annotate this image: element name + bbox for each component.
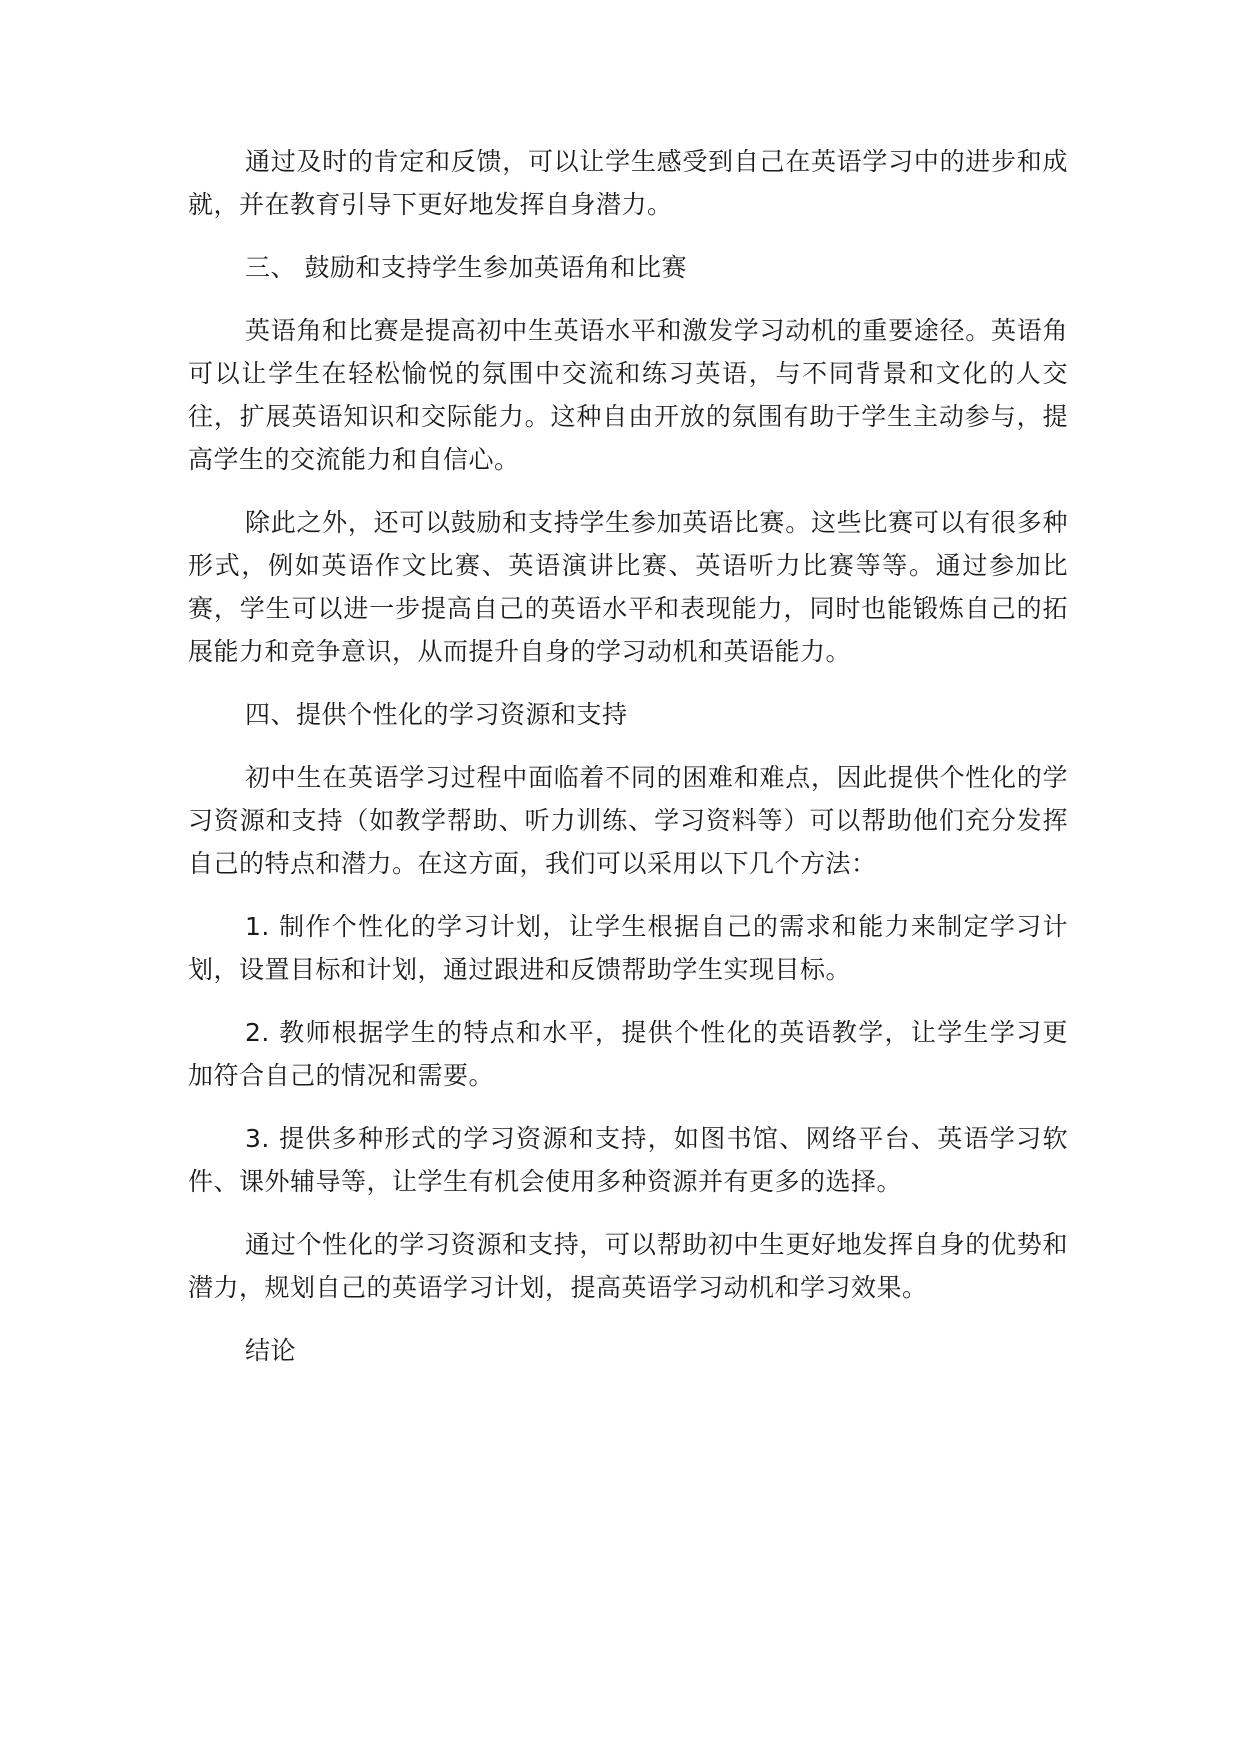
paragraph-summary: 通过个性化的学习资源和支持，可以帮助初中生更好地发挥自身的优势和潜力，规划自己的英语学习计划，提高英语学习动机和学习效果。 bbox=[188, 1230, 1068, 1302]
paragraph-personalized-resources: 初中生在英语学习过程中面临着不同的困难和难点，因此提供个性化的学习资源和支持（如教学帮助、听力训练、学习资料等）可以帮助他们充分发挥自己的特点和潜力。在这方面，我们可以采用以下几个方法： bbox=[188, 763, 1068, 878]
list-item-3: 3. 提供多种形式的学习资源和支持，如图书馆、网络平台、英语学习软件、课外辅导等，让学生有机会使用多种资源并有更多的选择。 bbox=[188, 1124, 1068, 1196]
document-page bbox=[188, 140, 1068, 1392]
list-item-2: 2. 教师根据学生的特点和水平，提供个性化的英语教学，让学生学习更加符合自己的情况和需要。 bbox=[188, 1018, 1068, 1090]
section-heading-4: 四、提供个性化的学习资源和支持 bbox=[245, 700, 628, 729]
section-heading-conclusion: 结论 bbox=[245, 1336, 297, 1365]
list-item-1: 1. 制作个性化的学习计划，让学生根据自己的需求和能力来制定学习计划，设置目标和计划，通过跟进和反馈帮助学生实现目标。 bbox=[188, 912, 1068, 984]
paragraph-english-corner: 英语角和比赛是提高初中生英语水平和激发学习动机的重要途径。英语角可以让学生在轻松愉悦的氛围中交流和练习英语，与不同背景和文化的人交往，扩展英语知识和交际能力。这种自由开放的氛围有助于学生主动参与，提高学生的交流能力和自信心。 bbox=[188, 316, 1068, 474]
section-heading-3: 三、 鼓励和支持学生参加英语角和比赛 bbox=[245, 253, 687, 282]
paragraph-feedback-conclusion: 通过及时的肯定和反馈，可以让学生感受到自己在英语学习中的进步和成就，并在教育引导下更好地发挥自身潜力。 bbox=[188, 147, 1068, 219]
paragraph-competitions: 除此之外，还可以鼓励和支持学生参加英语比赛。这些比赛可以有很多种形式，例如英语作文比赛、英语演讲比赛、英语听力比赛等等。通过参加比赛，学生可以进一步提高自己的英语水平和表现能力，同时也能锻炼自己的拓展能力和竞争意识，从而提升自身的学习动机和英语能力。 bbox=[188, 508, 1068, 666]
